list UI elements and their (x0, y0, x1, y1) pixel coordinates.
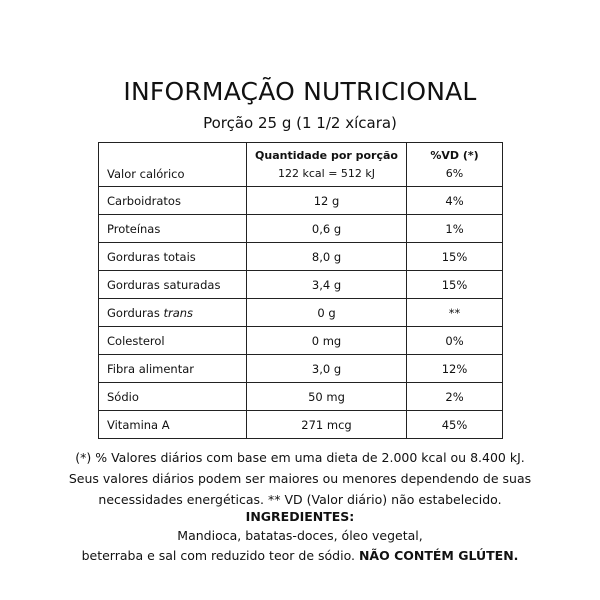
ingredients-text (0, 526, 600, 566)
quantity-value: 8,0 g (247, 243, 407, 271)
quantity-value: 3,0 g (247, 355, 407, 383)
quantity-value: 271 mcg (247, 411, 407, 439)
table-row (99, 355, 503, 383)
table-row (99, 215, 503, 243)
row-label-cell (99, 143, 247, 187)
gluten-free-notice: NÃO CONTÉM GLÚTEN. (358, 548, 519, 563)
table-row (99, 411, 503, 439)
table-header-row (99, 143, 503, 187)
vd-value: 15% (407, 271, 503, 299)
quantity-value: 0,6 g (247, 215, 407, 243)
vd-value: 0% (407, 327, 503, 355)
row-label: Gorduras totais (99, 243, 247, 271)
footnote (0, 447, 600, 510)
table-row (99, 327, 503, 355)
footnote-line: Seus valores diários podem ser maiores ou menores dependendo de suas (68, 471, 532, 486)
vd-value: ** (407, 299, 503, 327)
quantity-value: 0 g (247, 299, 407, 327)
row-label: Fibra alimentar (99, 355, 247, 383)
row-label: Sódio (99, 383, 247, 411)
quantity-value: 3,4 g (247, 271, 407, 299)
quantity-value: 122 kcal = 512 kJ (277, 167, 376, 180)
vd-header-cell (407, 143, 503, 187)
row-label-italic: trans (163, 305, 194, 320)
vd-value: 1% (407, 215, 503, 243)
ingredients-title: INGREDIENTES: (245, 509, 355, 524)
table-row (99, 271, 503, 299)
footnote-line: (*) % Valores diários com base em uma dieta de 2.000 kcal ou 8.400 kJ. (75, 450, 525, 465)
ingredients-line: Mandioca, batatas-doces, óleo vegetal, (177, 528, 423, 543)
quantity-value: 0 mg (247, 327, 407, 355)
row-label: Gorduras (107, 305, 160, 320)
row-label: Gorduras saturadas (99, 271, 247, 299)
serving-size: Porção 25 g (1 1/2 xícara) (203, 114, 397, 132)
ingredients-line-2 (0, 546, 600, 566)
vd-value: 45% (407, 411, 503, 439)
row-label: Carboidratos (99, 187, 247, 215)
nutrition-table (98, 142, 503, 439)
row-label-cell (99, 299, 247, 327)
quantity-value: 12 g (247, 187, 407, 215)
ingredients-line: beterraba e sal com reduzido teor de sódio. (81, 548, 355, 563)
vd-value: 15% (407, 243, 503, 271)
page-title: INFORMAÇÃO NUTRICIONAL (123, 77, 477, 106)
row-label: Vitamina A (99, 411, 247, 439)
vd-value: 6% (445, 167, 464, 180)
vd-header: %VD (*) (430, 149, 479, 162)
table-row (99, 383, 503, 411)
vd-value: 12% (407, 355, 503, 383)
table-row (99, 299, 503, 327)
row-label: Valor calórico (107, 166, 185, 181)
quantity-value: 50 mg (247, 383, 407, 411)
row-label: Proteínas (99, 215, 247, 243)
quantity-header: Quantidade por porção (255, 149, 398, 162)
vd-value: 4% (407, 187, 503, 215)
table-row (99, 243, 503, 271)
row-label: Colesterol (99, 327, 247, 355)
footnote-line: necessidades energéticas. ** VD (Valor diário) não estabelecido. (98, 492, 502, 507)
vd-value: 2% (407, 383, 503, 411)
quantity-header-cell (247, 143, 407, 187)
table-row (99, 187, 503, 215)
